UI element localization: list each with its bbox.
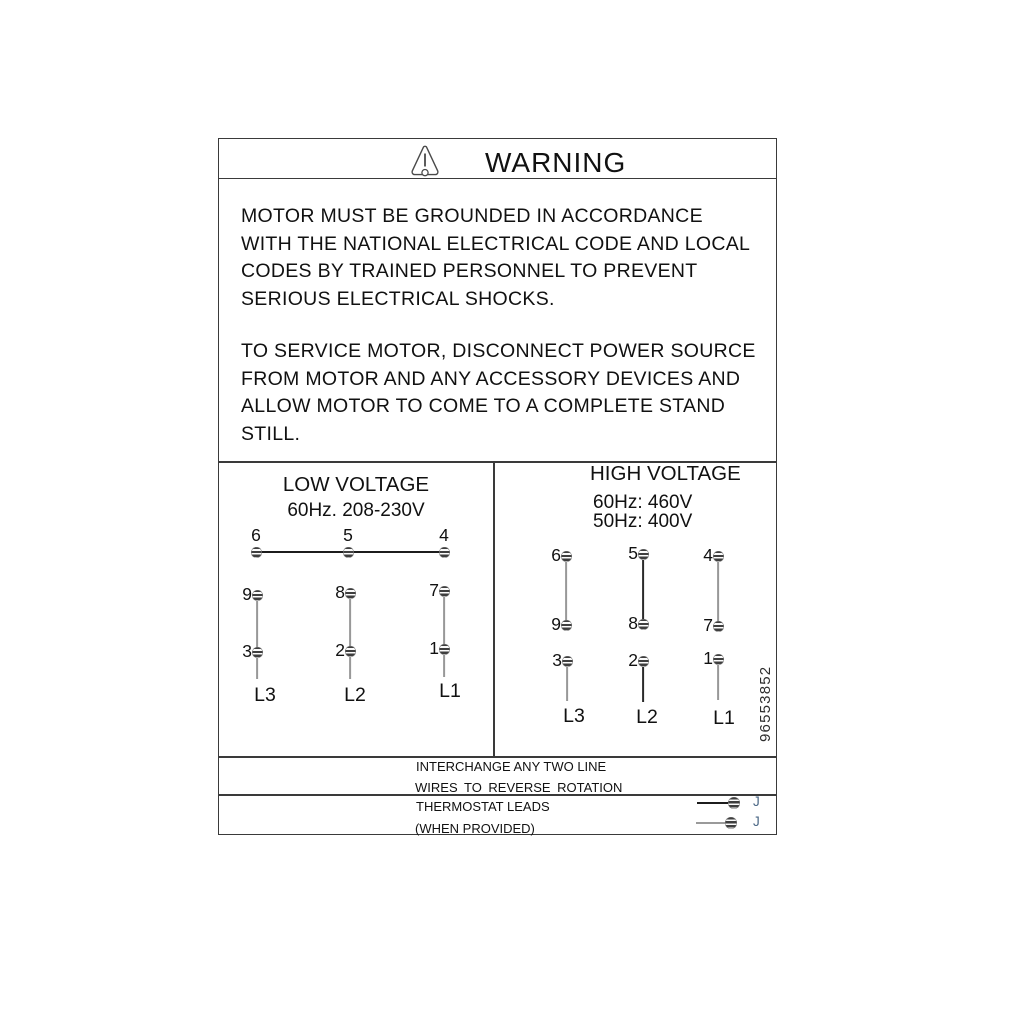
- terminal-dot: [638, 656, 649, 667]
- terminal-number: 1: [703, 648, 713, 668]
- terminal-dot: [713, 654, 724, 665]
- terminal-number: 5: [628, 543, 638, 563]
- connector-line: [717, 661, 719, 700]
- terminal-dot: [251, 547, 262, 558]
- connector-line: [717, 556, 719, 626]
- warning-text: [241, 203, 759, 473]
- terminal-dot: [713, 551, 724, 562]
- connector-line: [256, 595, 258, 679]
- connector-line: [349, 593, 351, 679]
- line-label-high-l2: L2: [636, 706, 658, 728]
- terminal-number: 1: [429, 638, 439, 658]
- terminal-dot: [439, 586, 450, 597]
- connector-line: [642, 554, 644, 624]
- terminal-dot: [561, 551, 572, 562]
- thermostat-lead-dot: [725, 817, 737, 829]
- high-voltage-rating-60hz: 60Hz: 460V: [593, 491, 693, 513]
- thermostat-lead-j-label: J: [753, 814, 760, 829]
- terminal-number: 8: [335, 582, 345, 602]
- interchange-note-line2: WIRES TO REVERSE ROTATION: [415, 780, 623, 795]
- terminal-dot: [252, 590, 263, 601]
- terminal-number: 3: [242, 641, 252, 661]
- high-voltage-header: [590, 464, 741, 532]
- terminal-number: 6: [251, 525, 261, 545]
- terminal-number: 2: [335, 640, 345, 660]
- terminal-dot: [561, 620, 572, 631]
- terminal-dot: [252, 647, 263, 658]
- terminal-number: 5: [343, 525, 353, 545]
- thermostat-lead-j-label: J: [753, 794, 760, 809]
- line-label-low-l1: L1: [439, 680, 461, 702]
- serial-number: 96553852: [757, 665, 774, 742]
- terminal-dot: [713, 621, 724, 632]
- terminal-dot: [345, 646, 356, 657]
- terminal-dot: [439, 547, 450, 558]
- thermostat-lead-line: [697, 802, 729, 804]
- line-label-high-l1: L1: [713, 707, 735, 729]
- terminal-dot: [439, 644, 450, 655]
- terminal-dot: [638, 549, 649, 560]
- warning-header: [219, 139, 776, 179]
- terminal-number: 3: [552, 650, 562, 670]
- divider: [493, 461, 495, 756]
- thermostat-leads-label: THERMOSTAT LEADS: [416, 799, 550, 814]
- connector-line: [443, 591, 445, 677]
- low-voltage-rating: 60Hz. 208-230V: [287, 500, 425, 521]
- divider: [219, 756, 776, 758]
- terminal-number: 7: [703, 615, 713, 635]
- line-label-high-l3: L3: [563, 705, 585, 727]
- line-label-low-l2: L2: [344, 684, 366, 706]
- terminal-number: 7: [429, 580, 439, 600]
- warning-paragraph-1: MOTOR MUST BE GROUNDED IN ACCORDANCE WITH THE NATIONAL ELECTRICAL CODE AND LOCAL CODES BY TRAINED PERSONNEL TO PREVENT SERIOUS ELECTRICAL SHOCKS.: [241, 205, 750, 310]
- warning-triangle-icon: [410, 144, 440, 183]
- interchange-note-line1: INTERCHANGE ANY TWO LINE: [416, 759, 607, 774]
- terminal-number: 4: [703, 545, 713, 565]
- when-provided-label: (WHEN PROVIDED): [415, 821, 535, 836]
- terminal-dot: [345, 588, 356, 599]
- warning-title: WARNING: [485, 147, 627, 178]
- connector-line: [566, 661, 568, 701]
- terminal-dot: [638, 619, 649, 630]
- terminal-dot: [343, 547, 354, 558]
- warning-paragraph-2: TO SERVICE MOTOR, DISCONNECT POWER SOURCE FROM MOTOR AND ANY ACCESSORY DEVICES AND ALLOW MOTOR TO COME TO A COMPLETE STAND STILL.: [241, 340, 756, 445]
- connector-line: [642, 661, 644, 702]
- connector-line: [565, 556, 567, 625]
- terminal-number: 9: [242, 584, 252, 604]
- terminal-number: 4: [439, 525, 449, 545]
- terminal-number: 2: [628, 650, 638, 670]
- motor-warning-label: [218, 138, 777, 835]
- line-label-low-l3: L3: [254, 684, 276, 706]
- low-voltage-title: LOW VOLTAGE: [282, 473, 430, 496]
- thermostat-lead-dot: [728, 797, 740, 809]
- terminal-number: 9: [551, 614, 561, 634]
- high-voltage-title: HIGH VOLTAGE: [590, 462, 741, 485]
- terminal-number: 8: [628, 613, 638, 633]
- terminal-dot: [562, 656, 573, 667]
- thermostat-lead-line: [696, 822, 726, 824]
- terminal-number: 6: [551, 545, 561, 565]
- high-voltage-rating-50hz: 50Hz: 400V: [593, 511, 693, 532]
